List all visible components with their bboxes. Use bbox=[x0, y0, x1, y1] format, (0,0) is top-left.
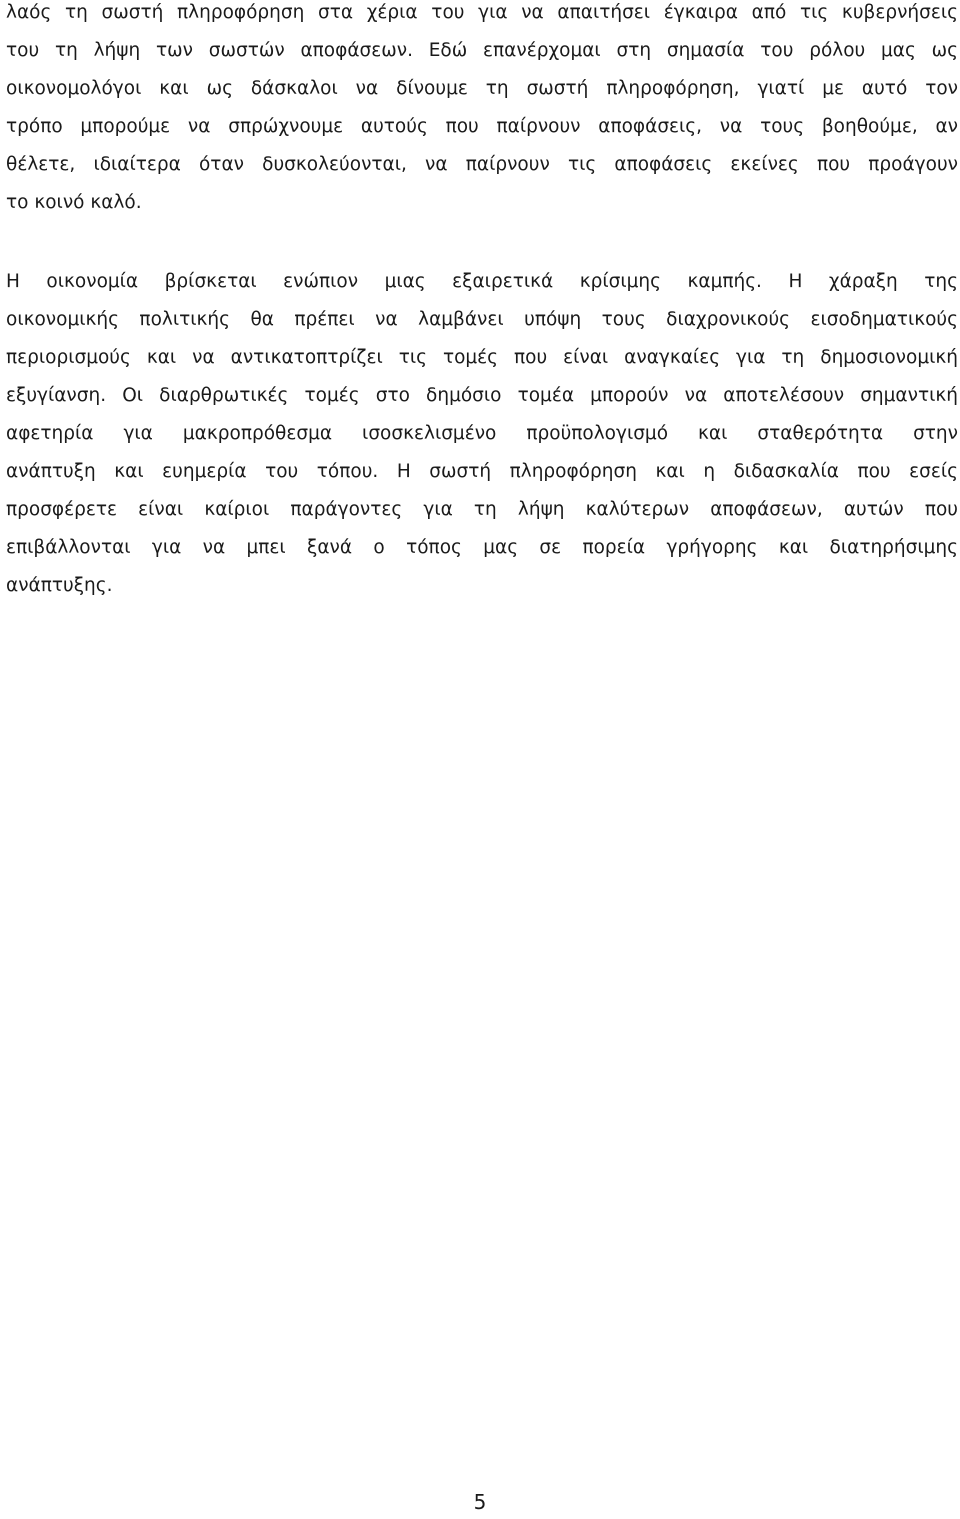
page-number: 5 bbox=[473, 1490, 487, 1514]
paragraph-line: θέλετε, ιδιαίτερα όταν δυσκολεύονται, να παίρνουν τις αποφάσεις εκείνες που προάγουν bbox=[6, 154, 958, 175]
paragraph-line: τρόπο μπορούμε να σπρώχνουμε αυτούς που παίρνουν αποφάσεις, να τους βοηθούμε, αν bbox=[6, 116, 958, 137]
paragraph-line: ανάπτυξη και ευημερία του τόπου. Η σωστή πληροφόρηση και η διδασκαλία που εσείς bbox=[6, 461, 958, 482]
paragraph-line: του τη λήψη των σωστών αποφάσεων. Εδώ επανέρχομαι στη σημασία του ρόλου μας ως bbox=[6, 40, 958, 61]
paragraph-line: λαός τη σωστή πληροφόρηση στα χέρια του για να απαιτήσει έγκαιρα από τις κυβερνήσεις bbox=[6, 2, 958, 23]
paragraph-line: Η οικονομία βρίσκεται ενώπιον μιας εξαιρετικά κρίσιμης καμπής. Η χάραξη της bbox=[6, 271, 958, 292]
paragraph-1 bbox=[6, 0, 958, 222]
paragraph-line: οικονομικής πολιτικής θα πρέπει να λαμβάνει υπόψη τους διαχρονικούς εισοδηματικούς bbox=[6, 309, 958, 330]
paragraph-line: προσφέρετε είναι καίριοι παράγοντες για τη λήψη καλύτερων αποφάσεων, αυτών που bbox=[6, 499, 958, 520]
paragraph-line: ανάπτυξης. bbox=[6, 575, 113, 596]
paragraph-line: επιβάλλονται για να μπει ξανά ο τόπος μας σε πορεία γρήγορης και διατηρήσιμης bbox=[6, 537, 958, 558]
paragraph-line: εξυγίανση. Οι διαρθρωτικές τομές στο δημόσιο τομέα μπορούν να αποτελέσουν σημαντική bbox=[6, 385, 958, 406]
paragraph-line: αφετηρία για μακροπρόθεσμα ισοσκελισμένο προϋπολογισμό και σταθερότητα στην bbox=[6, 423, 958, 444]
paragraph-line: το κοινό καλό. bbox=[6, 192, 142, 213]
paragraph-line: περιορισμούς και να αντικατοπτρίζει τις τομές που είναι αναγκαίες για τη δημοσιονομική bbox=[6, 347, 958, 368]
paragraph-2 bbox=[6, 263, 958, 605]
paragraph-line: οικονομολόγοι και ως δάσκαλοι να δίνουμε τη σωστή πληροφόρηση, γιατί με αυτό τον bbox=[6, 78, 958, 99]
